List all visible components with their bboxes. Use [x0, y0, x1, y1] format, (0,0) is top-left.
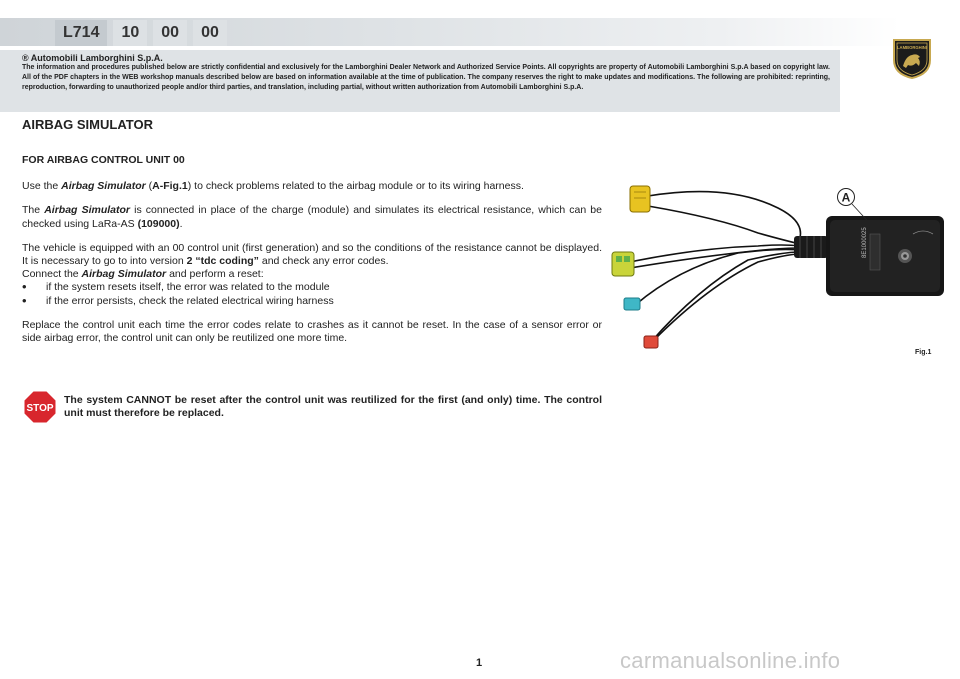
stop-icon	[22, 389, 58, 425]
copyright-title: ® Automobili Lamborghini S.p.A.	[22, 53, 163, 63]
bullet-list	[22, 281, 602, 307]
connector-red	[644, 336, 658, 348]
stop-label: STOP	[26, 403, 54, 414]
page-title: AIRBAG SIMULATOR	[22, 117, 153, 132]
paragraph-connection: The Airbag Simulator is connected in place of the charge (module) and simulates its electrical resistance, which can be checked using LaRa-AS (109000).	[22, 204, 602, 230]
connector-teal	[624, 298, 640, 310]
code-section: 00	[193, 20, 227, 46]
airbag-simulator-figure	[608, 178, 948, 358]
paragraph-connect: Connect the Airbag Simulator and perform a reset:	[22, 268, 264, 281]
paragraph-use: Use the Airbag Simulator (A-Fig.1) to check problems related to the airbag module or to its wiring harness.	[22, 180, 524, 193]
watermark: carmanualsonline.info	[620, 648, 841, 673]
figure-label: Fig.1	[915, 349, 932, 356]
lamborghini-logo	[890, 36, 934, 80]
code-group: 10	[113, 20, 147, 46]
subtitle: FOR AIRBAG CONTROL UNIT 00	[22, 154, 185, 166]
connector-green	[612, 252, 634, 276]
callout-a: A	[841, 190, 851, 205]
warning-text: The system CANNOT be reset after the control unit was reutilized for the first (and only) time. The control unit must therefore be replaced.	[64, 394, 602, 419]
connector-yellow	[630, 186, 650, 212]
code-model: L714	[55, 20, 107, 46]
device-part-number: 8E1000025	[862, 227, 868, 258]
page-number: 1	[476, 657, 483, 669]
paragraph-version: The vehicle is equipped with an 00 control unit (first generation) and so the conditions of the resistance cannot be displayed. It is necessary to go to into version 2 “tdc coding” and check any error codes.	[22, 241, 602, 268]
document-code	[55, 20, 227, 46]
body-text	[22, 154, 602, 356]
copyright-text: The information and procedures published below are strictly confidential and exclusively for the Lamborghini Dealer Network and Authorized Service Points. All copyrights are property of Automobili Lamborghini S.p.A based on copyright law. All of the PDF chapters in the WEB workshop manuals described below are based on information available at the time of publication. The company reserves the right to make updates and modifications. The following are prohibited: reprinting, reproduction, forwarding to unauthorized people and/or third parties, and translation, including partial, without written authorization from Automobili Lamborghini S.p.A.	[22, 64, 830, 91]
list-item: • if the error persists, check the related electrical wiring harness	[22, 295, 602, 308]
paragraph-replace: Replace the control unit each time the error codes relate to crashes as it cannot be reset. In the case of a sensor error or side airbag error, the control unit can only be reutilized one more time.	[22, 318, 602, 345]
list-item: • if the system resets itself, the error was related to the module	[22, 281, 602, 294]
code-subgroup: 00	[153, 20, 187, 46]
logo-wordmark: LAMBORGHINI	[896, 45, 928, 50]
